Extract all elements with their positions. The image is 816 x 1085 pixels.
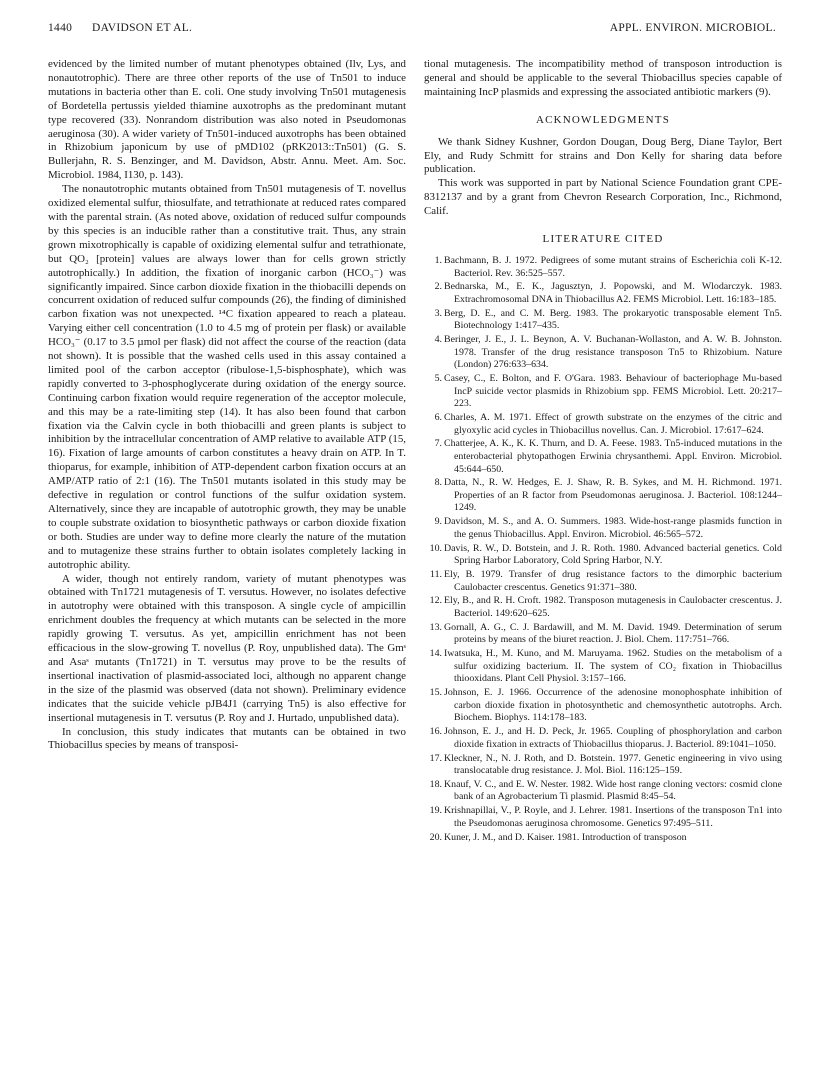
reference-item xyxy=(424,373,782,411)
reference-number: 7. xyxy=(434,438,442,450)
reference-text: Bachmann, B. J. 1972. Pedigrees of some mutant strains of Escherichia coli K-12. Bacteriol. Rev. 36:525–557. xyxy=(444,254,782,279)
literature-cited-heading: LITERATURE CITED xyxy=(542,233,664,246)
reference-text: Charles, A. M. 1971. Effect of growth substrate on the enzymes of the citric and glyoxylic acid cycles in Thiobacillus novellus. Can. J. Microbiol. 17:617–624. xyxy=(444,412,782,436)
paragraph: A wider, though not entirely random, variety of mutant phenotypes was obtained with Tn1721 mutagenesis of T. versutus. However, no isolates defective in autotrophy were obtained with this transposon. A single cycle of ampicillin enrichment doubles the frequency at which mutants can be selected in the more rapidly growing T. versutus. As yet, ampicillin enrichment has not been efficacious in the slow-growing T. novellus (P. Roy, unpublished data). The Gmˢ and Asaˢ mutants (Tn1721) in T. versutus may prove to be the results of insertional inactivation of plasmid-associated loci, although no apparent change in the size of the plasmid was observed (data not shown). Preliminary evidence indicates that the suicide vehicle pJB4J1 (carrying Tn5) is also effective for insertional mutagenesis in T. versutus (P. Roy and J. Hurtado, unpublished data). xyxy=(48,572,406,724)
reference-number: 13. xyxy=(429,621,442,633)
reference-text: Krishnapillai, V., P. Royle, and J. Lehrer. 1981. Insertions of the transposon Tn1 into the Pseudomonas aeruginosa chromosome. Genetics 97:495–511. xyxy=(444,805,782,829)
running-authors: DAVIDSON ET AL. xyxy=(92,22,193,34)
reference-item xyxy=(424,805,782,830)
right-column xyxy=(424,58,782,844)
reference-number: 2. xyxy=(434,281,442,293)
reference-number: 1. xyxy=(434,254,442,266)
acknowledgment-paragraph: We thank Sidney Kushner, Gordon Dougan, Doug Berg, Diane Taylor, Bert Ely, and Rudy Schmitt for strains and Don Kelly for sharing data before publication. xyxy=(424,135,782,176)
reference-text: Bednarska, M., E. K., Jagusztyn, J. Popowski, and M. Wlodarczyk. 1983. Extrachromosomal DNA in Thiobacillus A2. FEMS Microbiol. Lett. 16:183–185. xyxy=(444,281,782,305)
reference-number: 17. xyxy=(429,752,442,764)
reference-number: 4. xyxy=(434,334,442,346)
paragraph: tional mutagenesis. The incompatibility method of transposon introduction is general and should be applicable to the several Thiobacillus species capable of maintaining IncP plasmids and expressing the associated antibiotic markers (9). xyxy=(424,58,782,98)
reference-text: Johnson, E. J. 1966. Occurrence of the adenosine monophosphate inhibition of carbon dioxide fixation in photosynthetic and chemosynthetic autotrophs. Arch. Biochem. Biophys. 114:178–183. xyxy=(444,687,782,724)
reference-number: 19. xyxy=(429,805,442,817)
reference-item xyxy=(424,438,782,476)
reference-item xyxy=(424,516,782,541)
reference-item xyxy=(424,412,782,437)
reference-item xyxy=(424,779,782,804)
reference-text: Iwatsuka, H., M. Kuno, and M. Maruyama. 1962. Studies on the metabolism of a sulfur oxidizing bacterium. II. The system of CO₂ fixation in Thiobacillus thiooxidans. Plant Cell Physiol. 3:157–166. xyxy=(444,648,782,685)
acknowledgments-heading: ACKNOWLEDGMENTS xyxy=(535,113,671,126)
reference-number: 16. xyxy=(429,726,442,738)
reference-item xyxy=(424,477,782,515)
reference-item xyxy=(424,832,782,845)
reference-number: 9. xyxy=(434,516,442,528)
reference-item xyxy=(424,622,782,647)
reference-item xyxy=(424,726,782,751)
reference-text: Ely, B., and R. H. Croft. 1982. Transposon mutagenesis in Caulobacter crescentus. J. Bacteriol. 149:620–625. xyxy=(444,595,782,619)
reference-text: Kuner, J. M., and D. Kaiser. 1981. Introduction of transposon xyxy=(444,831,687,843)
reference-number: 6. xyxy=(434,412,442,424)
reference-text: Datta, N., R. W. Hedges, E. J. Shaw, R. B. Sykes, and M. H. Richmond. 1971. Properties of an R factor from Pseudomonas aeruginosa. J. Bacteriol. 108:1244–1249. xyxy=(444,477,782,514)
reference-number: 18. xyxy=(429,778,442,790)
paragraph: evidenced by the limited number of mutant phenotypes obtained (Ilv, Lys, and nonautotrophic). There are three other reports of the use of Tn501 to induce mutations in bacteria other than E. coli. One study involving Tn501 mutagenesis of Bordetella pertussis yielded thiamine auxotrophs as the predominant mutant type recovered (33). Nonrandom distribution was also noted in Pseudomonas aeruginosa (30). A wider variety of Tn501-induced auxotrophs has been obtained in Rhizobium japonicum by use of pMD102 (pRK2013::Tn501) (G. S. Bullerjahn, R. S. Benzinger, and M. Davidson, Abstr. Annu. Meet. Am. Soc. Microbiol. 1984, I130, p. 143). xyxy=(48,58,406,182)
reference-item xyxy=(424,648,782,686)
reference-item xyxy=(424,255,782,280)
reference-text: Davidson, M. S., and A. O. Summers. 1983. Wide-host-range plasmids function in the genus Thiobacillus. Appl. Environ. Microbiol. 46:565–572. xyxy=(444,516,782,540)
running-header xyxy=(48,22,776,38)
reference-text: Gornall, A. G., C. J. Bardawill, and M. M. David. 1949. Determination of serum proteins by means of the biuret reaction. J. Biol. Chem. 117:751–766. xyxy=(444,621,782,646)
journal-abbreviation: APPL. ENVIRON. MICROBIOL. xyxy=(609,22,776,34)
reference-item xyxy=(424,753,782,778)
reference-number: 8. xyxy=(434,477,442,489)
reference-item xyxy=(424,543,782,568)
reference-number: 5. xyxy=(434,373,442,385)
reference-text: Johnson, E. J., and H. D. Peck, Jr. 1965. Coupling of phosphorylation and carbon dioxide fixation in extracts of Thiobacillus thioparus. J. Bacteriol. 89:1041–1050. xyxy=(444,726,782,750)
reference-number: 10. xyxy=(429,542,442,554)
reference-number: 3. xyxy=(434,307,442,319)
reference-number: 20. xyxy=(429,831,442,843)
reference-item xyxy=(424,569,782,594)
reference-text: Knauf, V. C., and E. W. Nester. 1982. Wide host range cloning vectors: cosmid clone bank of an Agrobacterium Ti plasmid. Plasmid 8:45–54. xyxy=(444,778,782,803)
reference-text: Casey, C., E. Bolton, and F. O'Gara. 1983. Behaviour of bacteriophage Mu-based IncP suicide vector plasmids in Rhizobium spp. FEMS Microbiol. Lett. 20:217–223. xyxy=(444,373,782,410)
reference-item xyxy=(424,687,782,725)
left-column xyxy=(48,58,406,753)
reference-text: Ely, B. 1979. Transfer of drug resistance factors to the dimorphic bacterium Caulobacter crescentus. Genetics 91:371–380. xyxy=(444,569,782,593)
reference-item xyxy=(424,334,782,372)
paragraph: In conclusion, this study indicates that mutants can be obtained in two Thiobacillus species by means of transposi- xyxy=(48,725,406,752)
acknowledgment-paragraph: This work was supported in part by National Science Foundation grant CPE-8312137 and by a grant from Chevron Research Corporation, Inc., Richmond, Calif. xyxy=(424,177,782,218)
reference-text: Beringer, J. E., J. L. Beynon, A. V. Buchanan-Wollaston, and A. W. B. Johnston. 1978. Transfer of the drug resistance transposon Tn5 to Rhizobium. Nature (London) 276:633–634. xyxy=(444,334,782,371)
reference-number: 15. xyxy=(429,687,442,699)
reference-text: Chatterjee, A. K., K. K. Thurn, and D. A. Feese. 1983. Tn5-induced mutations in the enterobacterial phytopathogen Erwinia chrysanthemi. Appl. Environ. Microbiol. 45:644–650. xyxy=(444,438,782,475)
reference-number: 11. xyxy=(430,569,442,581)
reference-item xyxy=(424,281,782,306)
reference-number: 12. xyxy=(429,595,442,607)
reference-item xyxy=(424,308,782,333)
reference-text: Davis, R. W., D. Botstein, and J. R. Roth. 1980. Advanced bacterial genetics. Cold Spring Harbor Laboratory, Cold Spring Harbor, N.Y. xyxy=(444,542,782,567)
reference-number: 14. xyxy=(429,648,442,660)
reference-list xyxy=(424,255,782,844)
reference-item xyxy=(424,595,782,620)
reference-text: Berg, D. E., and C. M. Berg. 1983. The prokaryotic transposable element Tn5. Biotechnology 1:417–435. xyxy=(444,307,782,332)
reference-text: Kleckner, N., N. J. Roth, and D. Botstein. 1977. Genetic engineering in vivo using translocatable drug resistance. J. Mol. Biol. 116:125–159. xyxy=(444,752,782,777)
paragraph: The nonautotrophic mutants obtained from Tn501 mutagenesis of T. novellus oxidized elemental sulfur, thiosulfate, and tetrathionate at reduced rates compared with the parental strain. (As noted above, oxidation of reduced sulfur compounds by this species is an inducible rather than a constitutive trait. Thus, any strain grown mixotrophically is capable of oxidizing elemental sulfur and tetrathionate, but QO₂ [protein] values are always lower than for cells grown strictly autotrophically.) In addition, the fixation of inorganic carbon (HCO₃⁻) was significantly impaired. Since carbon dioxide fixation in the thiobacilli depends on concurrent oxidation of reduced sulfur compounds (26), the finding of diminished carbon fixation was not unexpected. ¹⁴C fixation appeared to reach a plateau. Varying either cell concentration (1.0 to 4.5 mg of protein per flask) or available HCO₃⁻ (0.17 to 3.5 µmol per flask) did not affect the course of the reaction (data not shown). It is possible that the washed cells used in this assay contained a limited pool of the carbon acceptor (ribulose-1,5-bisphosphate), which was rapidly converted to 3-phosphoglycerate during oxidation of the energy source. Continuing carbon fixation would require regeneration of the acceptor molecule, and this may be a rate-limiting step (14). It has also been found that carbon fixation via the Calvin cycle in both thiobacilli and green plants is subject to inhibition by the intracellular concentration of AMP relative to available ATP (15, 16). Fixation of large amounts of carbon constitutes a heavy drain on ATP. In T. thioparus, for example, inhibition of ATP-dependent carbon fixation occurs at an AMP/ATP ratio of 2:1 (16). The Tn501 mutants isolated in this study may be defective in regulation or control functions of the sulfur oxidation system. Alternatively, since they are incapable of autotrophic growth, they may be unable to couple substrate oxidation to biosynthetic pathways or carbon dioxide fixation or both. Studies are under way to define more clearly the nature of the mutation and to mutagenize these strains further to obtain isolates completely lacking in autotrophic ability. xyxy=(48,183,406,571)
page-number: 1440 xyxy=(48,22,73,34)
